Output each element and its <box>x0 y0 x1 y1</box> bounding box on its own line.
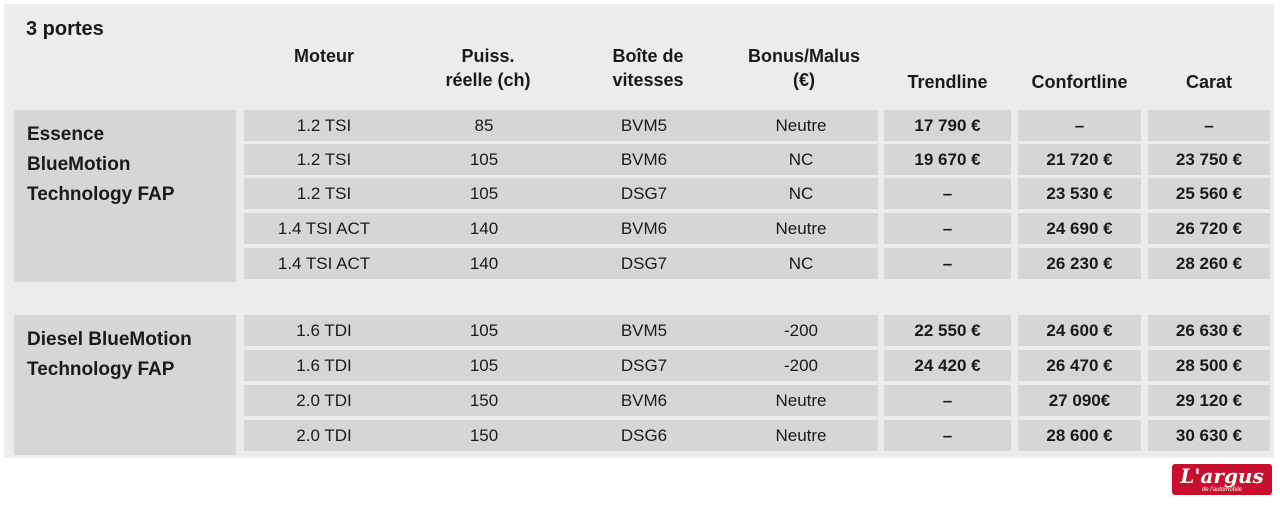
cell-trendline: 24 420 € <box>884 350 1011 381</box>
cell-bonus: Neutre <box>775 116 827 135</box>
cell-confortline: 27 090€ <box>1018 385 1141 416</box>
cell-trendline: – <box>884 385 1011 416</box>
cell-moteur: 1.4 TSI ACT <box>277 219 371 238</box>
cell-boite: DSG6 <box>620 426 668 445</box>
cell-trendline: 17 790 € <box>884 110 1011 141</box>
header-bonus: Bonus/Malus (€) <box>747 46 860 90</box>
cell-puissance: 140 <box>469 219 499 238</box>
cell-bonus: Neutre <box>775 426 827 445</box>
cell-trendline: – <box>884 213 1011 244</box>
cell-carat: 26 720 € <box>1148 213 1270 244</box>
cell-boite: DSG7 <box>620 356 668 375</box>
cell-moteur: 1.2 TSI <box>296 184 352 203</box>
cell-trendline: – <box>884 178 1011 209</box>
cell-moteur: 1.4 TSI ACT <box>277 254 371 273</box>
cell-bonus: -200 <box>783 321 819 340</box>
cell-puissance: 105 <box>469 321 499 340</box>
cell-bonus: -200 <box>783 356 819 375</box>
cell-trendline: 22 550 € <box>884 315 1011 346</box>
cell-carat: – <box>1148 110 1270 141</box>
logo-subtext: de l'automobile <box>1201 487 1243 493</box>
cell-confortline: 26 230 € <box>1018 248 1141 279</box>
cell-puissance: 140 <box>469 254 499 273</box>
cell-moteur: 1.2 TSI <box>296 150 352 169</box>
cell-bonus: NC <box>788 254 814 273</box>
cell-boite: BVM5 <box>620 321 668 340</box>
cell-puissance: 105 <box>469 150 499 169</box>
cell-bonus: NC <box>788 184 814 203</box>
table-title: 3 portes <box>26 18 104 40</box>
group-label-text: Diesel BlueMotion Technology FAP <box>27 329 192 380</box>
cell-carat: 29 120 € <box>1148 385 1270 416</box>
cell-puissance: 150 <box>469 391 499 410</box>
header-boite: Boîte de vitesses <box>612 46 684 90</box>
cell-boite: BVM6 <box>620 150 668 169</box>
cell-moteur: 1.2 TSI <box>296 116 352 135</box>
cell-trendline: 19 670 € <box>884 144 1011 175</box>
cell-boite: DSG7 <box>620 184 668 203</box>
cell-moteur: 1.6 TDI <box>296 356 352 375</box>
cell-carat: 25 560 € <box>1148 178 1270 209</box>
cell-confortline: 28 600 € <box>1018 420 1141 451</box>
cell-confortline: – <box>1018 110 1141 141</box>
cell-trendline: – <box>884 420 1011 451</box>
cell-bonus: Neutre <box>775 219 827 238</box>
cell-bonus: Neutre <box>775 391 827 410</box>
cell-trendline: – <box>884 248 1011 279</box>
cell-carat: 28 260 € <box>1148 248 1270 279</box>
cell-carat: 23 750 € <box>1148 144 1270 175</box>
cell-boite: BVM6 <box>620 391 668 410</box>
header-moteur: Moteur <box>294 46 354 66</box>
cell-boite: BVM6 <box>620 219 668 238</box>
group-label <box>14 315 236 455</box>
cell-puissance: 105 <box>469 184 499 203</box>
cell-puissance: 85 <box>474 116 494 135</box>
cell-moteur: 1.6 TDI <box>296 321 352 340</box>
group-label <box>14 110 236 282</box>
cell-confortline: 23 530 € <box>1018 178 1141 209</box>
cell-confortline: 26 470 € <box>1018 350 1141 381</box>
cell-carat: 30 630 € <box>1148 420 1270 451</box>
cell-boite: DSG7 <box>620 254 668 273</box>
cell-moteur: 2.0 TDI <box>296 426 352 445</box>
cell-confortline: 24 600 € <box>1018 315 1141 346</box>
cell-confortline: 21 720 € <box>1018 144 1141 175</box>
cell-confortline: 24 690 € <box>1018 213 1141 244</box>
header-carat: Carat <box>1185 72 1233 92</box>
cell-bonus: NC <box>788 150 814 169</box>
largus-logo <box>1172 464 1272 495</box>
cell-puissance: 105 <box>469 356 499 375</box>
logo-text: L'argus <box>1180 464 1264 488</box>
cell-carat: 26 630 € <box>1148 315 1270 346</box>
cell-carat: 28 500 € <box>1148 350 1270 381</box>
cell-boite: BVM5 <box>620 116 668 135</box>
cell-moteur: 2.0 TDI <box>296 391 352 410</box>
group-label-text: Essence BlueMotion Technology FAP <box>27 124 175 205</box>
price-table-panel <box>4 4 1274 458</box>
header-trendline: Trendline <box>907 72 988 92</box>
header-confortline: Confortline <box>1031 72 1128 92</box>
cell-puissance: 150 <box>469 426 499 445</box>
header-puissance: Puiss. réelle (ch) <box>445 46 531 90</box>
